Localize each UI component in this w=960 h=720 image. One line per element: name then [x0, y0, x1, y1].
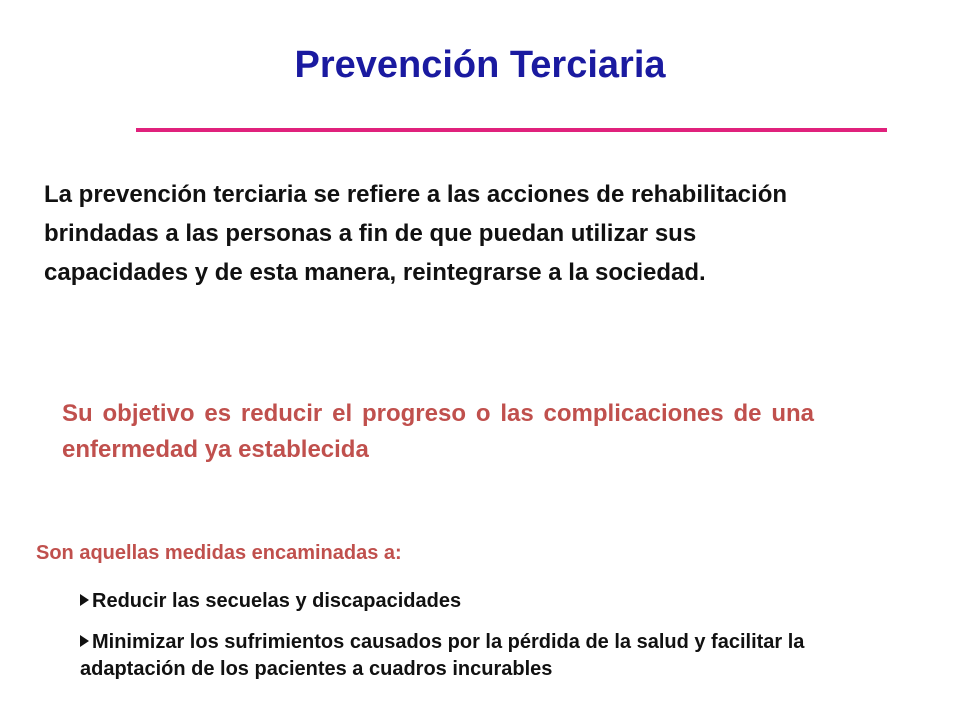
measure-text: Minimizar los sufrimientos causados por la pérdida de la salud y facilitar la adaptación de los pacientes a cuadros incurables — [80, 631, 805, 680]
measures-heading: Son aquellas medidas encaminadas a: — [36, 542, 402, 564]
list-item — [80, 629, 900, 683]
title-underline — [136, 128, 887, 132]
objective-paragraph: Su objetivo es reducir el progreso o las complicaciones de una enfermedad ya establecida — [62, 400, 814, 463]
list-item — [80, 588, 900, 615]
intro-paragraph: La prevención terciaria se refiere a las acciones de rehabilitación brindadas a las personas a fin de que puedan utilizar sus capacidades y de esta manera, reintegrarse a la sociedad. — [44, 181, 788, 286]
slide-title: Prevención Terciaria — [294, 44, 666, 86]
arrowhead-bullet-icon — [80, 594, 89, 606]
arrowhead-bullet-icon — [80, 635, 89, 647]
measure-text: Reducir las secuelas y discapacidades — [92, 590, 462, 612]
measures-list — [80, 588, 900, 697]
